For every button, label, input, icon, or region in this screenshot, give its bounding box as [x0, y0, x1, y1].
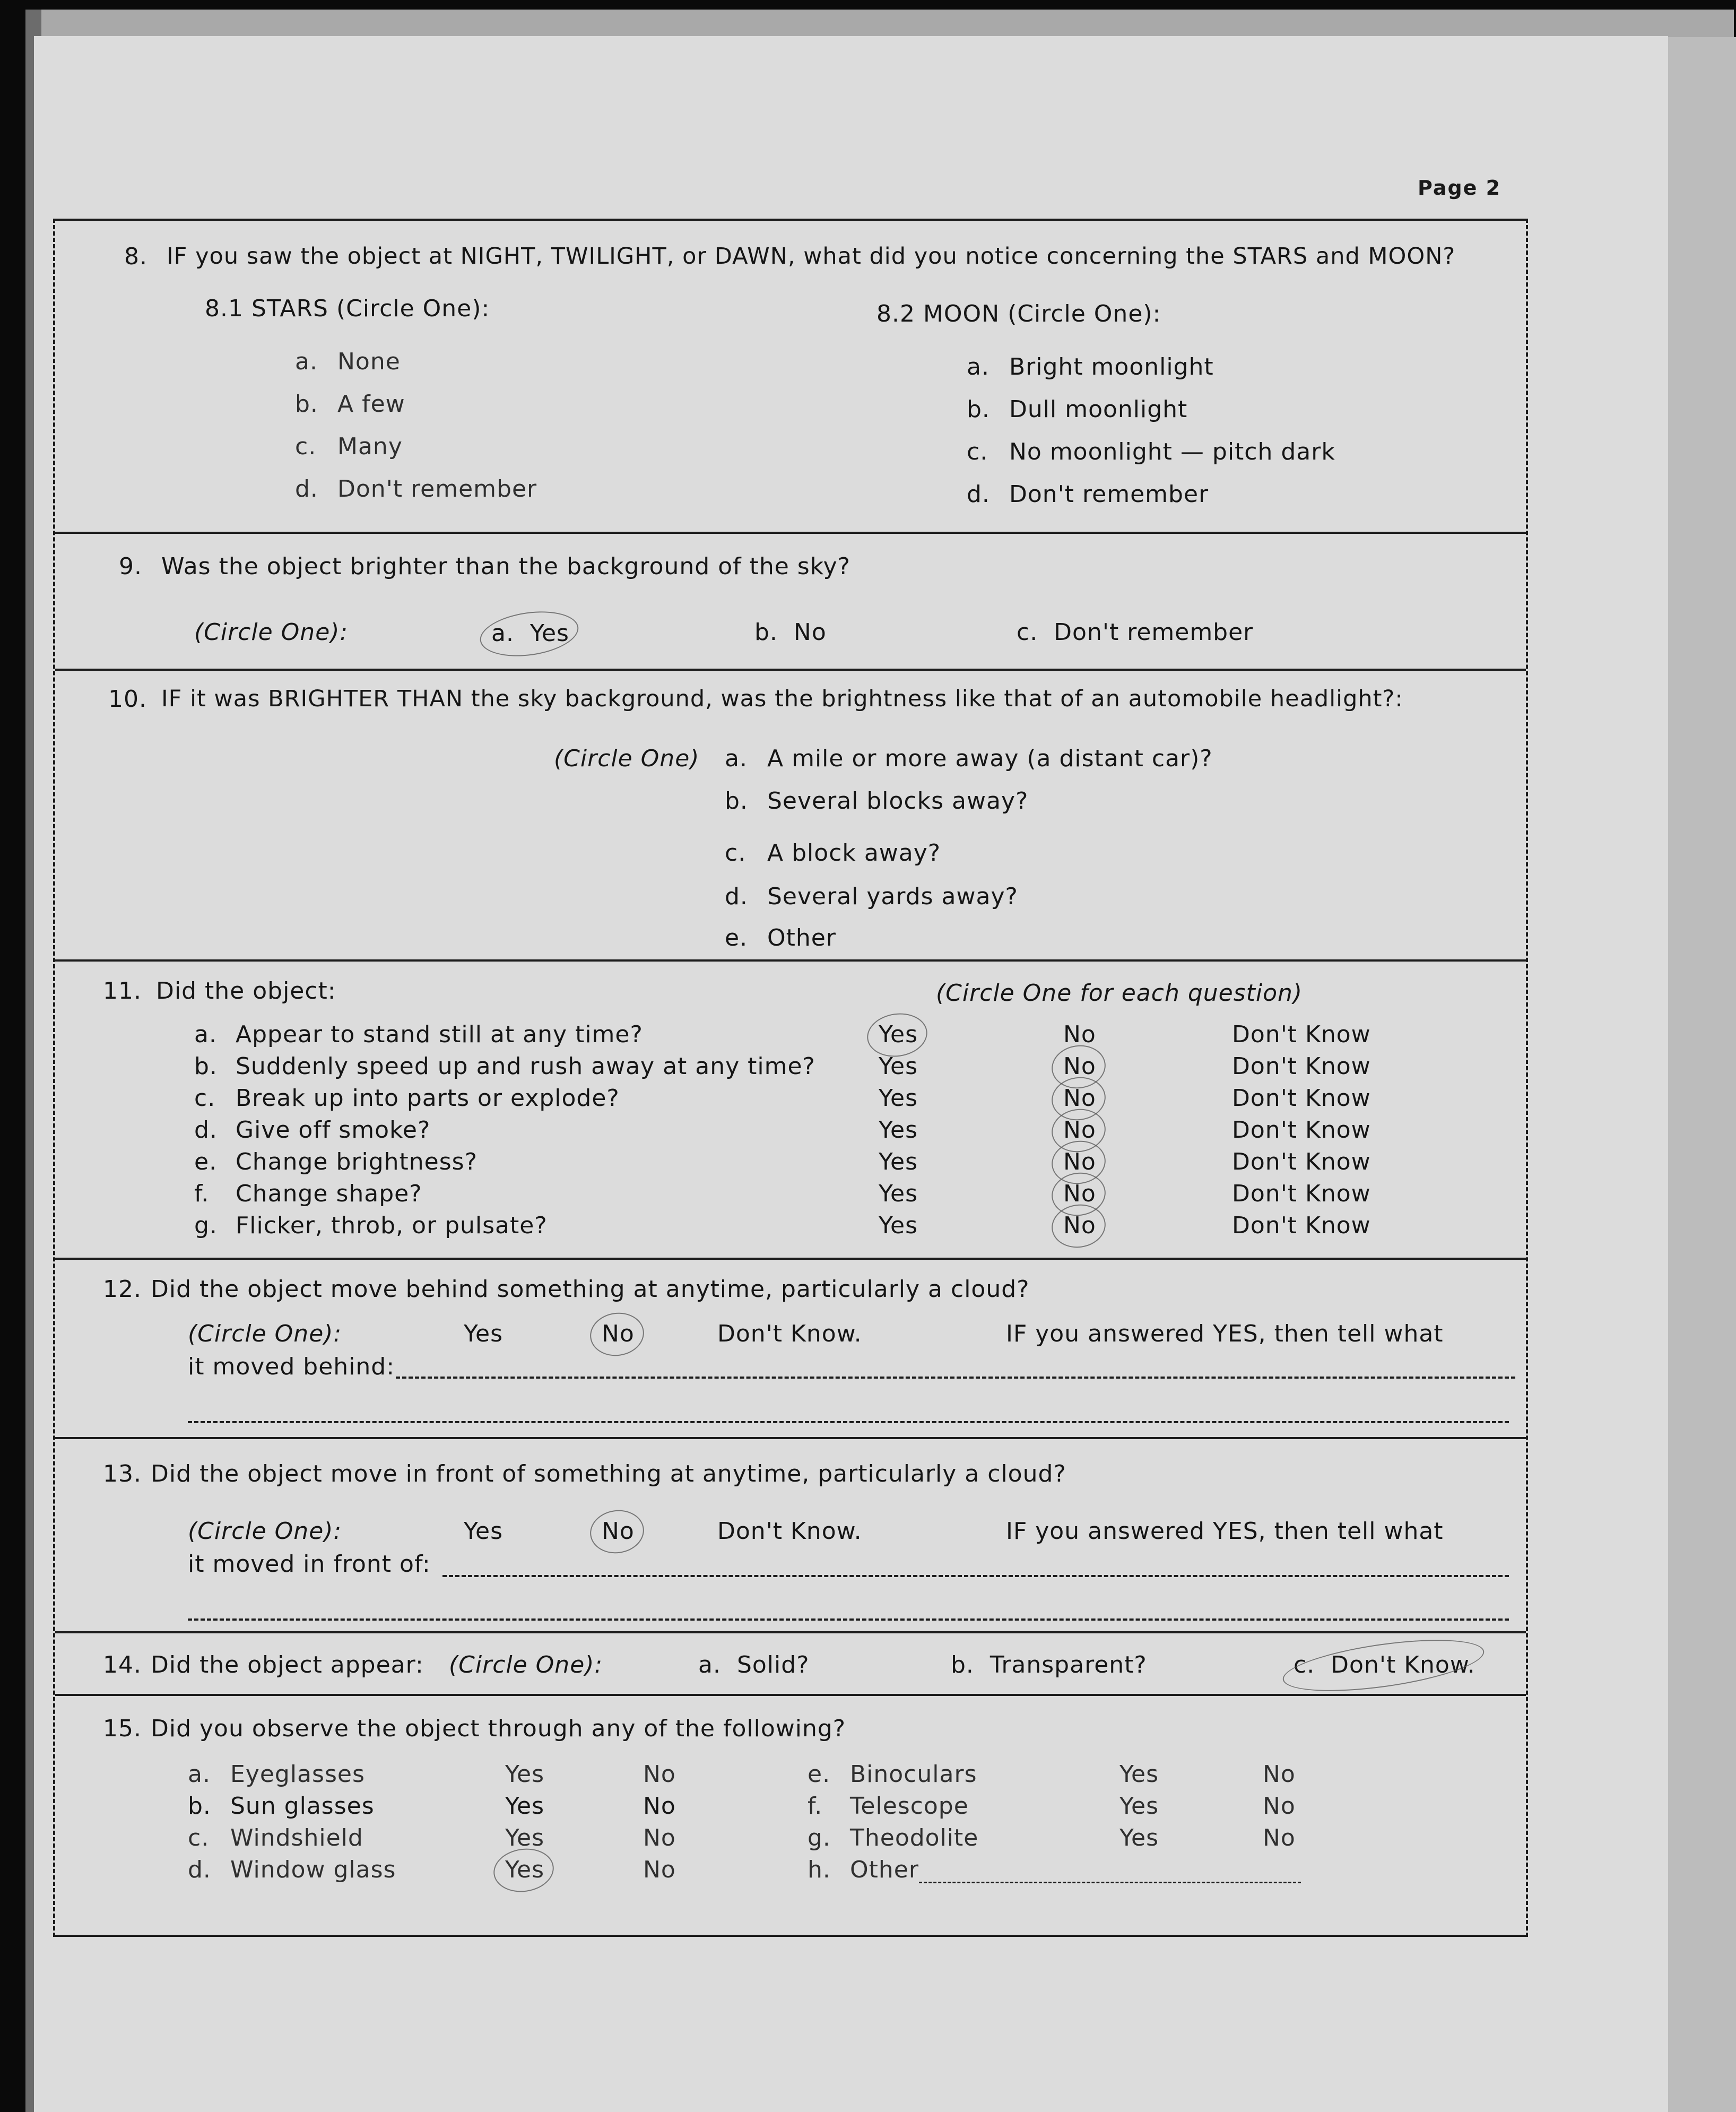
question-10	[55, 671, 1526, 962]
q13-answer-line-1[interactable]	[442, 1575, 1509, 1577]
q9-instruction: (Circle One):	[194, 619, 349, 646]
q12-text: Did the object move behind something at anytime, particularly a cloud?	[151, 1276, 1030, 1303]
page-number: Page 2	[1418, 176, 1501, 200]
q11-row	[55, 1116, 1526, 1148]
q14-number: 14.	[103, 1651, 142, 1678]
question-8	[55, 221, 1526, 534]
q15-d-yes[interactable]: Yes	[505, 1856, 545, 1883]
q8-moon-option-bright[interactable]: Bright moonlight	[1009, 353, 1214, 380]
q13-text: Did the object move in front of something at anytime, particularly a cloud?	[151, 1460, 1066, 1487]
q15-b-yes[interactable]: Yes	[505, 1793, 545, 1820]
q14-instruction: (Circle One):	[449, 1651, 603, 1678]
q8-stars-option-dont-remember[interactable]: Don't remember	[337, 475, 537, 503]
q15-a-letter: a.	[188, 1761, 211, 1788]
q14-solid-letter: a.	[698, 1651, 721, 1678]
q11-c-label: Break up into parts or explode?	[236, 1085, 620, 1112]
q14-dk-label: Don't Know.	[1331, 1651, 1475, 1678]
q8-stars-d-letter: d.	[295, 475, 318, 503]
q15-a-label: Eyeglasses	[230, 1761, 365, 1788]
q9-no-label: No	[793, 619, 827, 646]
q11-a-no[interactable]: No	[1063, 1021, 1096, 1048]
q10-option-several-yards[interactable]: Several yards away?	[767, 883, 1018, 910]
q15-f-yes[interactable]: Yes	[1119, 1793, 1159, 1820]
q15-other-line[interactable]	[919, 1882, 1301, 1883]
q11-d-dont-know[interactable]: Don't Know	[1232, 1116, 1371, 1144]
q9-yes-label: Yes	[530, 620, 569, 647]
q15-text: Did you observe the object through any of the following?	[151, 1715, 846, 1742]
q9-option-yes[interactable]	[491, 620, 569, 647]
q10-option-other[interactable]: Other	[767, 924, 836, 951]
q9-number: 9.	[119, 553, 142, 580]
q8-text: IF you saw the object at NIGHT, TWILIGHT, or DAWN, what did you notice concerning the STARS and MOON?	[167, 243, 1456, 270]
q11-number: 11.	[103, 977, 142, 1005]
q15-g-label: Theodolite	[850, 1824, 979, 1851]
q11-b-dont-know[interactable]: Don't Know	[1232, 1053, 1371, 1080]
q15-number: 15.	[103, 1715, 142, 1742]
q10-text: IF it was BRIGHTER THAN the sky background, was the brightness like that of an automobile headlight?:	[161, 686, 1403, 712]
q8-moon-c-letter: c.	[967, 438, 988, 465]
q14-transparent-label: Transparent?	[989, 1651, 1147, 1678]
q11-row	[55, 1148, 1526, 1180]
q11-e-dont-know[interactable]: Don't Know	[1232, 1148, 1371, 1175]
q12-followup: IF you answered YES, then tell what	[1006, 1320, 1444, 1347]
q12-instruction: (Circle One):	[188, 1320, 342, 1347]
q11-g-no[interactable]: No	[1063, 1212, 1096, 1239]
q8-stars-option-many[interactable]: Many	[337, 433, 403, 460]
q11-row	[55, 1180, 1526, 1212]
q10-c-letter: c.	[725, 839, 747, 867]
q8-stars-heading: 8.1 STARS (Circle One):	[205, 295, 490, 322]
q15-f-no[interactable]: No	[1263, 1793, 1296, 1820]
question-15	[55, 1696, 1526, 1935]
q8-moon-option-dull[interactable]: Dull moonlight	[1009, 396, 1188, 423]
q11-f-yes[interactable]: Yes	[879, 1180, 918, 1207]
q15-c-no[interactable]: No	[643, 1824, 676, 1851]
q8-moon-a-letter: a.	[967, 353, 989, 380]
q11-e-label: Change brightness?	[236, 1148, 478, 1175]
q10-a-letter: a.	[725, 745, 748, 772]
q9-option-dont-remember[interactable]	[1017, 619, 1253, 646]
q14-solid-label: Solid?	[736, 1651, 810, 1678]
q14-dk-letter: c.	[1294, 1651, 1315, 1678]
q11-a-dont-know[interactable]: Don't Know	[1232, 1021, 1371, 1048]
q15-f-label: Telescope	[850, 1793, 969, 1820]
q13-followup: IF you answered YES, then tell what	[1006, 1518, 1444, 1545]
q15-c-yes[interactable]: Yes	[505, 1824, 545, 1851]
question-14	[55, 1633, 1526, 1696]
scan-top-shadow	[25, 10, 1734, 37]
q11-f-dont-know[interactable]: Don't Know	[1232, 1180, 1371, 1207]
question-12	[55, 1260, 1526, 1439]
q11-a-yes[interactable]: Yes	[879, 1021, 918, 1048]
questionnaire-form	[53, 219, 1528, 1937]
q11-g-yes[interactable]: Yes	[879, 1212, 918, 1239]
q9-dr-letter: c.	[1017, 619, 1038, 646]
q11-e-letter: e.	[194, 1148, 218, 1175]
q13-option-yes[interactable]: Yes	[464, 1518, 504, 1545]
q15-d-letter: d.	[188, 1856, 211, 1883]
q9-text: Was the object brighter than the background of the sky?	[161, 553, 851, 580]
q15-b-label: Sun glasses	[230, 1793, 375, 1820]
q8-number: 8.	[124, 243, 147, 270]
q11-d-letter: d.	[194, 1116, 218, 1144]
q15-e-letter: e.	[808, 1761, 831, 1788]
q11-e-yes[interactable]: Yes	[879, 1148, 918, 1175]
q13-option-no[interactable]: No	[602, 1518, 635, 1545]
q15-a-yes[interactable]: Yes	[505, 1761, 545, 1788]
q10-option-block[interactable]: A block away?	[767, 839, 941, 867]
q11-b-no[interactable]: No	[1063, 1053, 1096, 1080]
q14-option-solid[interactable]	[698, 1651, 810, 1678]
q8-stars-option-a-few[interactable]: A few	[337, 391, 405, 418]
q15-c-label: Windshield	[230, 1824, 363, 1851]
q14-text: Did the object appear:	[151, 1651, 424, 1678]
q8-stars-c-letter: c.	[295, 433, 317, 460]
q15-b-no[interactable]: No	[643, 1793, 676, 1820]
q15-h-label: Other	[850, 1856, 919, 1883]
q14-option-transparent[interactable]	[951, 1651, 1147, 1678]
q11-f-label: Change shape?	[236, 1180, 422, 1207]
q15-e-no[interactable]: No	[1263, 1761, 1296, 1788]
question-11	[55, 962, 1526, 1260]
q15-g-no[interactable]: No	[1263, 1824, 1296, 1851]
q15-e-yes[interactable]: Yes	[1119, 1761, 1159, 1788]
q8-moon-option-no-moonlight[interactable]: No moonlight — pitch dark	[1009, 438, 1335, 465]
q15-e-label: Binoculars	[850, 1761, 977, 1788]
q12-answer-line-1[interactable]	[396, 1377, 1515, 1379]
question-9	[55, 534, 1526, 671]
q11-e-no[interactable]: No	[1063, 1148, 1096, 1175]
q15-c-letter: c.	[188, 1824, 210, 1851]
q12-number: 12.	[103, 1276, 142, 1303]
q11-row	[55, 1212, 1526, 1244]
q11-c-letter: c.	[194, 1085, 216, 1112]
q11-c-dont-know[interactable]: Don't Know	[1232, 1085, 1371, 1112]
q11-f-letter: f.	[194, 1180, 210, 1207]
q8-moon-b-letter: b.	[967, 396, 990, 423]
q8-moon-option-dont-remember[interactable]: Don't remember	[1009, 481, 1209, 508]
q12-option-dont-know[interactable]: Don't Know.	[717, 1320, 862, 1347]
q11-a-letter: a.	[194, 1021, 217, 1048]
q11-b-yes[interactable]: Yes	[879, 1053, 918, 1080]
q11-f-no[interactable]: No	[1063, 1180, 1096, 1207]
q9-option-no[interactable]	[754, 619, 827, 646]
q13-number: 13.	[103, 1460, 142, 1487]
q13-instruction: (Circle One):	[188, 1518, 342, 1545]
q11-row	[55, 1085, 1526, 1116]
q14-option-dont-know[interactable]	[1294, 1651, 1475, 1678]
q11-g-label: Flicker, throb, or pulsate?	[236, 1212, 548, 1239]
q13-option-dont-know[interactable]: Don't Know.	[717, 1518, 862, 1545]
q12-followup-label: it moved behind:	[188, 1353, 395, 1380]
q8-stars-a-letter: a.	[295, 348, 318, 375]
q8-stars-option-none[interactable]: None	[337, 348, 401, 375]
q12-answer-line-2[interactable]	[188, 1421, 1509, 1423]
q11-c-no[interactable]: No	[1063, 1085, 1096, 1112]
q15-g-yes[interactable]: Yes	[1119, 1824, 1159, 1851]
q15-d-no[interactable]: No	[643, 1856, 676, 1883]
q8-moon-d-letter: d.	[967, 481, 990, 508]
q15-f-letter: f.	[808, 1793, 823, 1820]
q8-stars-b-letter: b.	[295, 391, 318, 418]
q10-option-several-blocks[interactable]: Several blocks away?	[767, 787, 1029, 815]
question-13	[55, 1439, 1526, 1633]
q11-row	[55, 1021, 1526, 1053]
q11-a-label: Appear to stand still at any time?	[236, 1021, 643, 1048]
q11-row	[55, 1053, 1526, 1085]
q10-d-letter: d.	[725, 883, 748, 910]
q9-no-letter: b.	[754, 619, 778, 646]
q10-e-letter: e.	[725, 924, 748, 951]
q15-b-letter: b.	[188, 1793, 211, 1820]
q11-d-yes[interactable]: Yes	[879, 1116, 918, 1144]
q9-yes-letter: a.	[491, 620, 514, 647]
q10-instruction: (Circle One)	[554, 745, 700, 772]
q10-number: 10.	[108, 686, 147, 713]
q12-option-yes[interactable]: Yes	[464, 1320, 504, 1347]
q10-b-letter: b.	[725, 787, 748, 815]
q14-transparent-letter: b.	[951, 1651, 974, 1678]
q15-h-letter: h.	[808, 1856, 831, 1883]
q11-c-yes[interactable]: Yes	[879, 1085, 918, 1112]
q15-a-no[interactable]: No	[643, 1761, 676, 1788]
q8-moon-heading: 8.2 MOON (Circle One):	[876, 300, 1161, 327]
q11-b-label: Suddenly speed up and rush away at any time?	[236, 1053, 815, 1080]
q11-instruction: (Circle One for each question)	[936, 980, 1303, 1007]
q9-dr-label: Don't remember	[1054, 619, 1254, 646]
q11-g-letter: g.	[194, 1212, 218, 1239]
q13-followup-label: it moved in front of:	[188, 1551, 431, 1578]
q11-d-no[interactable]: No	[1063, 1116, 1096, 1144]
q11-g-dont-know[interactable]: Don't Know	[1232, 1212, 1371, 1239]
q15-g-letter: g.	[808, 1824, 831, 1851]
q10-option-mile[interactable]: A mile or more away (a distant car)?	[767, 745, 1213, 772]
q11-b-letter: b.	[194, 1053, 218, 1080]
q15-d-label: Window glass	[230, 1856, 396, 1883]
q13-answer-line-2[interactable]	[188, 1618, 1509, 1621]
q11-text: Did the object:	[156, 977, 336, 1005]
q12-option-no[interactable]: No	[602, 1320, 635, 1347]
q11-d-label: Give off smoke?	[236, 1116, 431, 1144]
